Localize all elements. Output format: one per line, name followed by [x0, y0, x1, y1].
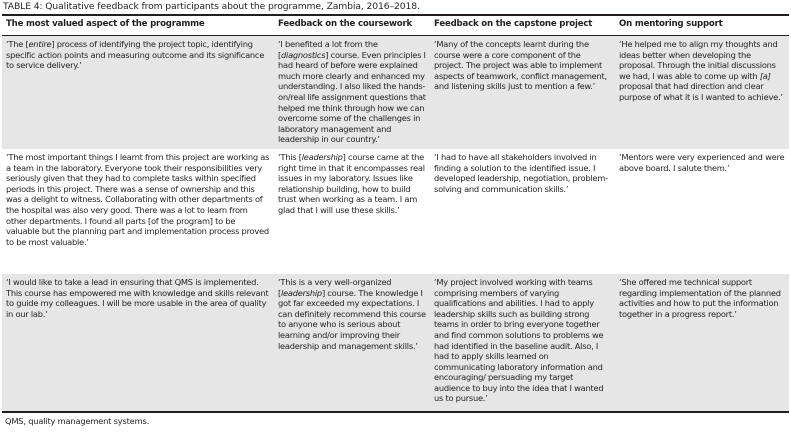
table-header-row [2, 16, 789, 36]
table-cell [274, 274, 430, 412]
table-cell [2, 36, 274, 149]
cell-text: ‘This is a very well-organized [ [278, 276, 392, 298]
cell-text: ] course. The knowledge I got far exceeded my expectations. I can definitely recommend this course to anyone who is serious about learning and/or improving their leadership and management skills.’ [278, 287, 426, 351]
table-cell [615, 36, 789, 149]
cell-italic-text: entire [28, 39, 52, 49]
cell-italic-text: [a] [759, 70, 771, 81]
table-cell [430, 36, 615, 149]
cell-italic-text: leadership [281, 287, 322, 298]
cell-text: ‘He helped me to align my thoughts and ideas better when developing the proposal. Through the initial discussions we had, I was able to come up with [619, 39, 778, 81]
cell-text: ‘I benefited a lot from the [ [278, 39, 378, 60]
cell-text: ‘Mentors were very experienced and were above board. I salute them.’ [619, 151, 785, 173]
cell-text: ‘I would like to take a lead in ensuring that QMS is implemented. This course has empowered me with knowledge and skills relevant to guide my colleagues. I will be more usable in the area of quality in our lab.’ [6, 276, 269, 319]
table-cell [2, 149, 274, 274]
cell-italic-text: leadership [301, 151, 343, 162]
header-capstone-feedback: Feedback on the capstone project [430, 16, 615, 36]
table-cell [274, 149, 430, 274]
table-cell [430, 274, 615, 412]
cell-text: ] process of identifying the project topic, identifying specific action points and measuring outcome and its significance to service delivery.’ [6, 39, 265, 71]
table-footnote: QMS, quality management systems. [5, 416, 150, 426]
table-row [2, 274, 789, 412]
cell-text: ‘Many of the concepts learnt during the course were a core component of the project. The project was able to implement aspects of teamwork, conflict management, and listening skills just to mention a few.’ [434, 39, 607, 92]
table-caption: TABLE 4: Qualitative feedback from participants about the programme, Zambia, 2016–2018. [3, 1, 420, 12]
header-mentoring-support: On mentoring support [615, 16, 789, 36]
feedback-table [2, 16, 789, 413]
cell-text: ‘This [ [278, 151, 302, 162]
cell-text: ‘My project involved working with teams comprising members of varying qualifications and abilities. I had to apply leadership skills such as building strong teams in order to bring everyone together and find common solutions to problems we had identified in the baseline audit. Also, I had to apply skills learned on communicating laboratory information and encouraging/ persuading my target audience to buy into the idea that I wanted us to pursue.’ [434, 276, 604, 404]
cell-text: ] course. Even principles I had heard of before were explained much more clearly and enhanced my understanding. I also liked the hands-on/real life assignment questions that helped me think through how we can overcome some of the challenges in laboratory management and leadership in our country.’ [278, 49, 426, 145]
table-cell [615, 149, 789, 274]
cell-text: ] course came at the right time in that it encompasses real issues in my laboratory. Issues like relationship building, how to build trust when working as a team. I am glad that I will use these skills.’ [278, 151, 425, 215]
table-row [2, 149, 789, 274]
header-coursework-feedback: Feedback on the coursework [274, 16, 430, 36]
table-cell [2, 274, 274, 412]
cell-italic-text: diagnostics [281, 49, 326, 60]
table-row [2, 36, 789, 149]
table-cell [274, 36, 430, 149]
header-most-valued-aspect: The most valued aspect of the programme [2, 16, 274, 36]
table-cell [615, 274, 789, 412]
cell-text: ‘The [ [6, 39, 29, 49]
table-cell [430, 149, 615, 274]
cell-text: ‘I had to have all stakeholders involved in finding a solution to the identified issue. I developed leadership, negotiation, problem-solving and communication skills.’ [434, 151, 608, 194]
cell-text: ‘The most important things I learnt from this project are working as a team in the laboratory. Everyone took their responsibilities very seriously given that they had to complete tasks within specified periods in this project. There was a sense of ownership and this was a delight to witness. Collaborating with other departments of the hospital was also very good. There was a lot to learn from other departments. I found all parts [of the program] to be valuable but the planning part and implementation process proved to be most valuable.’ [6, 151, 270, 247]
cell-text: ‘She offered me technical support regarding implementation of the planned activities and how to put the information together in a progress report.’ [619, 276, 781, 319]
cell-text: proposal that had direction and clear purpose of what it is I wanted to achieve.’ [619, 81, 783, 102]
